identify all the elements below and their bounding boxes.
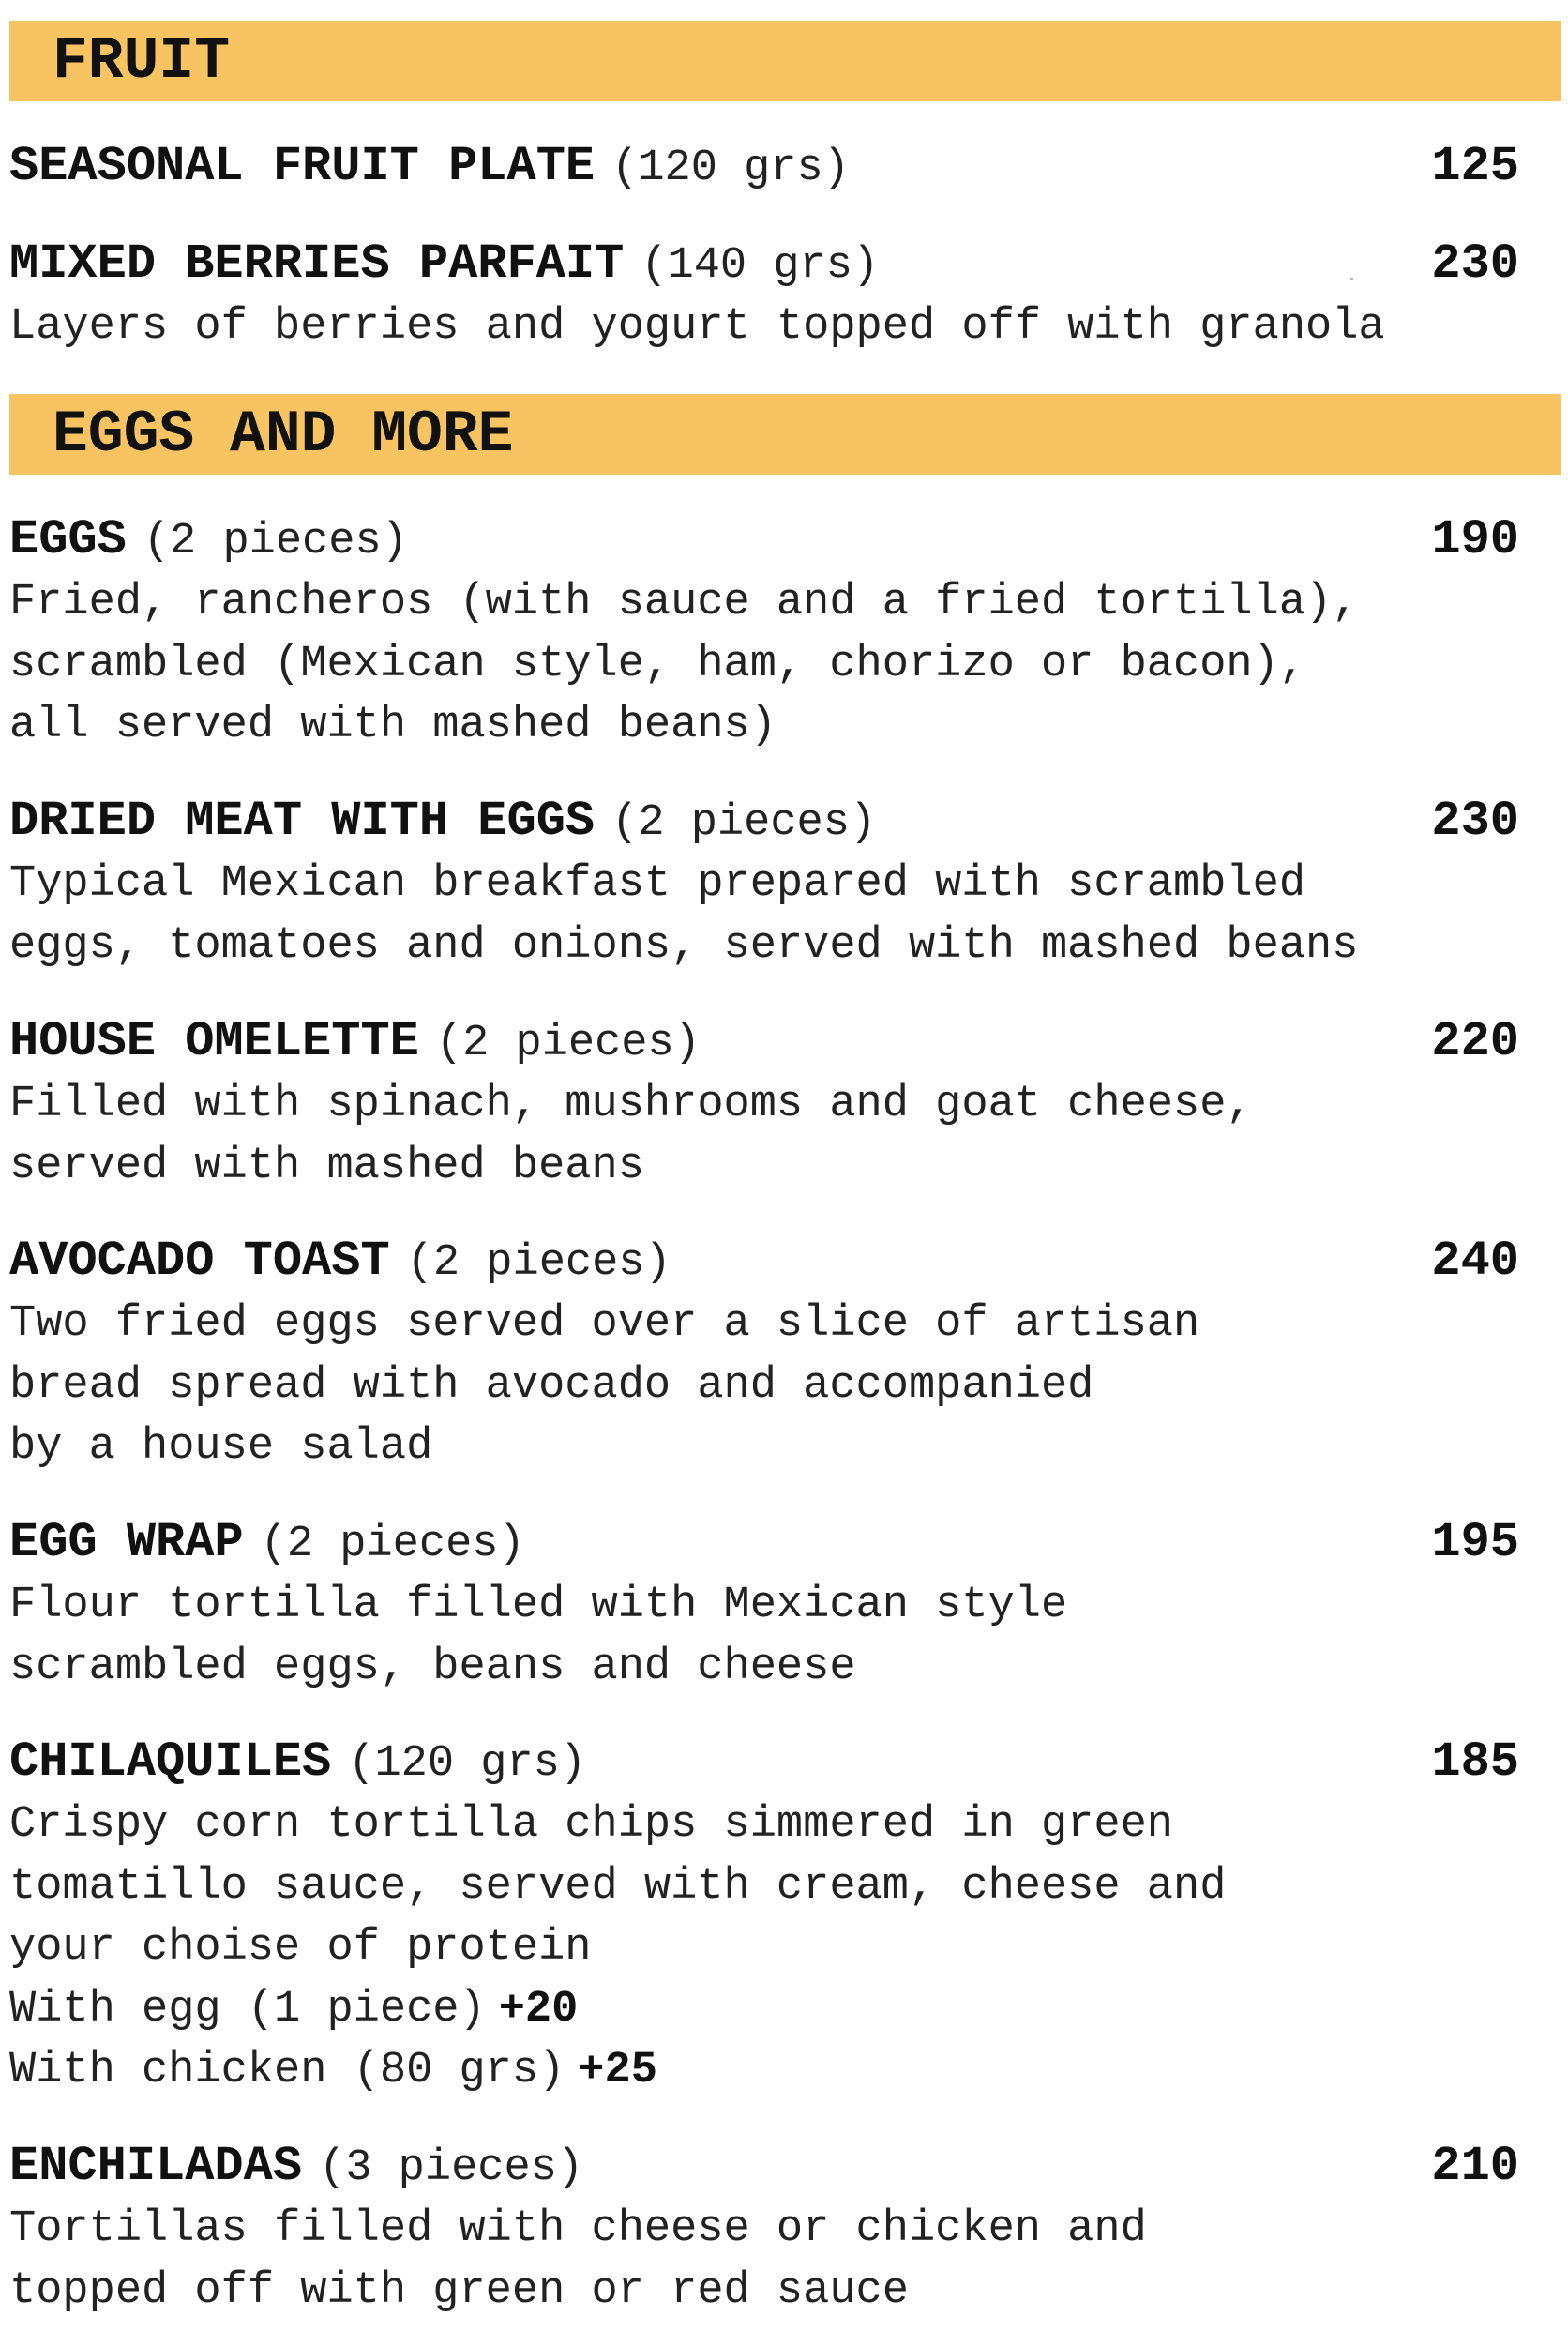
menu-item-dried-meat-with-eggs [9, 794, 1519, 976]
item-price: 125 [1431, 139, 1519, 194]
section-header-fruit [9, 21, 1561, 101]
description-line: Crispy corn tortilla chips simmered in green [9, 1800, 1174, 1850]
item-name: HOUSE OMELETTE [9, 1014, 419, 1069]
item-name: AVOCADO TOAST [9, 1234, 390, 1289]
item-price: 190 [1431, 512, 1519, 568]
item-name: ENCHILADAS [9, 2139, 303, 2194]
addon-line [9, 1979, 1519, 2041]
item-portion: (2 pieces) [260, 1520, 525, 1569]
item-description [9, 1794, 1519, 2102]
item-description [9, 854, 1519, 976]
item-portion: (3 pieces) [319, 2143, 584, 2193]
addon-line [9, 2040, 1519, 2102]
description-line: bread spread with avocado and accompanied [9, 1360, 1094, 1411]
item-header [9, 2139, 1519, 2199]
item-header [9, 236, 1519, 296]
item-header [9, 794, 1519, 854]
section-title: FRUIT [53, 27, 231, 95]
item-header [9, 1234, 1519, 1294]
description-line: scrambled eggs, beans and cheese [9, 1642, 856, 1692]
item-description [9, 2199, 1519, 2322]
menu-item-mixed-berries-parfait [9, 236, 1519, 358]
description-line: by a house salad [9, 1422, 433, 1472]
item-price: 220 [1431, 1014, 1519, 1069]
description-line: Tortillas filled with cheese or chicken and [9, 2204, 1147, 2254]
description-line: topped off with green or red sauce [9, 2265, 909, 2316]
item-header [9, 1734, 1519, 1794]
description-line: Typical Mexican breakfast prepared with scrambled [9, 859, 1306, 909]
item-header [9, 512, 1519, 572]
section-header-eggs-and-more [9, 394, 1561, 475]
item-header [9, 1515, 1519, 1575]
item-portion: (2 pieces) [406, 1238, 671, 1288]
item-description [9, 1074, 1519, 1197]
item-portion: (120 grs) [348, 1739, 587, 1789]
menu-item-avocado-toast [9, 1234, 1519, 1478]
item-name: SEASONAL FRUIT PLATE [9, 139, 596, 194]
item-price: 195 [1431, 1515, 1519, 1570]
item-description [9, 1575, 1519, 1698]
description-line: eggs, tomatoes and onions, served with mashed beans [9, 920, 1359, 971]
addon-label: With egg (1 piece) [9, 1984, 486, 2035]
description-line: Two fried eggs served over a slice of artisan [9, 1299, 1200, 1349]
item-portion: (2 pieces) [435, 1019, 701, 1068]
menu-item-enchiladas [9, 2139, 1519, 2322]
description-line: served with mashed beans [9, 1141, 644, 1191]
description-line: Filled with spinach, mushrooms and goat cheese, [9, 1080, 1253, 1129]
description-line: tomatillo sauce, served with cream, cheese and [9, 1861, 1227, 1912]
item-price: 230 [1431, 236, 1519, 292]
section-title: EGGS AND MORE [53, 401, 514, 468]
description-line: your choise of protein [9, 1923, 592, 1973]
item-header [9, 1014, 1519, 1074]
item-name: EGG WRAP [9, 1515, 244, 1570]
item-portion: (2 pieces) [611, 798, 877, 848]
description-line: Fried, rancheros (with sauce and a fried tortilla), [9, 578, 1359, 628]
item-portion: (140 grs) [641, 241, 880, 291]
item-description [9, 296, 1519, 358]
item-description [9, 572, 1519, 757]
item-name: MIXED BERRIES PARFAIT [9, 236, 625, 292]
addon-price: +25 [578, 2046, 657, 2096]
item-portion: (120 grs) [611, 144, 850, 193]
addon-label: With chicken (80 grs) [9, 2046, 565, 2096]
menu-item-egg-wrap [9, 1515, 1519, 1698]
item-description [9, 1294, 1519, 1478]
description-line: all served with mashed beans) [9, 701, 776, 750]
menu-item-house-omelette [9, 1014, 1519, 1197]
item-price: 240 [1431, 1234, 1519, 1289]
item-name: EGGS [9, 512, 127, 568]
item-price: 230 [1431, 794, 1519, 849]
menu-item-seasonal-fruit-plate [9, 139, 1519, 199]
description-line: Flour tortilla filled with Mexican style [9, 1581, 1068, 1630]
item-price: 210 [1431, 2139, 1519, 2194]
stray-dot [1350, 278, 1353, 280]
item-header [9, 139, 1519, 199]
item-name: CHILAQUILES [9, 1734, 332, 1790]
menu-item-eggs [9, 512, 1519, 757]
item-portion: (2 pieces) [143, 517, 408, 567]
description-line: scrambled (Mexican style, ham, chorizo or bacon), [9, 639, 1306, 689]
menu-item-chilaquiles [9, 1734, 1519, 2102]
addon-price: +20 [498, 1984, 579, 2035]
description-line: Layers of berries and yogurt topped off with granola [9, 302, 1385, 352]
item-name: DRIED MEAT WITH EGGS [9, 794, 596, 849]
item-price: 185 [1431, 1734, 1519, 1790]
